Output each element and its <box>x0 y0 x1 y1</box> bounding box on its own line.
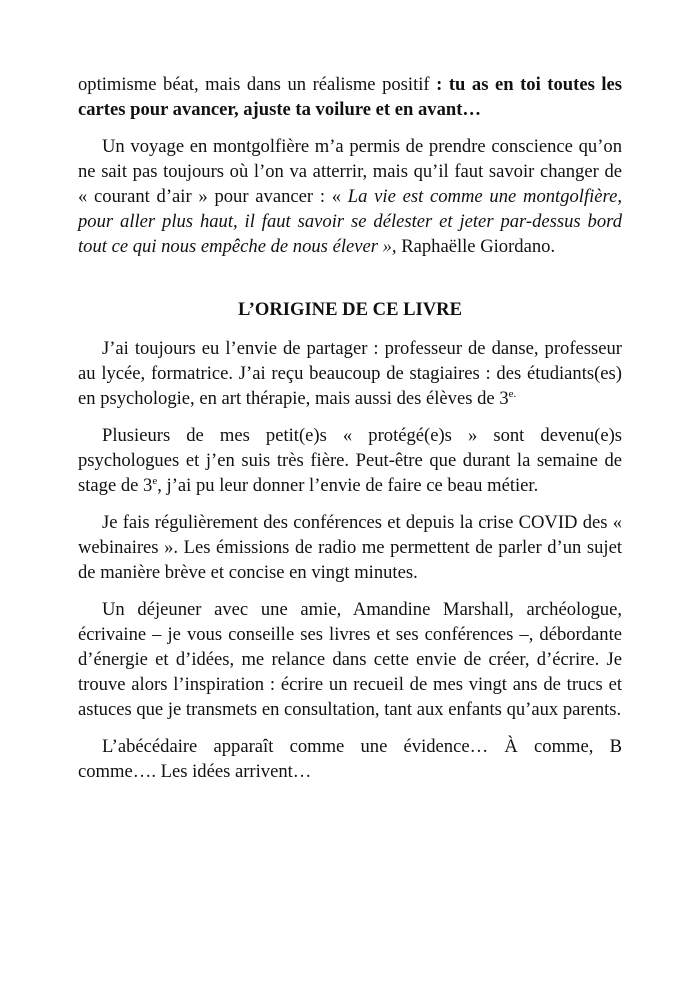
paragraph-text: Plusieurs de mes petit(e)s « protégé(e)s » sont devenu(e)s psychologues et j’en suis très fière. Peut-être que durant la semaine de stage de 3 <box>78 425 622 496</box>
quote-text: La vie est comme une montgolfière, pour aller plus haut, il faut savoir se délester et jeter par-dessus bord tout ce qui nous empêche de nous élever », <box>78 186 622 257</box>
paragraph-text: Un voyage en montgolfière m’a permis de prendre conscience qu’on ne sait pas toujours où l’on va atterrir, mais qu’il faut savoir changer de « courant d’air » pour avancer : « <box>78 136 622 207</box>
superscript: e. <box>508 387 517 400</box>
paragraph-text: , j’ai pu leur donner l’envie de faire ce beau métier. <box>157 475 539 496</box>
paragraph-text: J’ai toujours eu l’envie de partager : professeur de danse, professeur au lycée, formatrice. J’ai reçu beaucoup de stagiaires : des étudiants(es) en psychologie, en art thérapie, mais aussi des élèves de 3 <box>78 338 622 409</box>
quote-author: Raphaëlle Giordano. <box>396 236 556 257</box>
superscript: e <box>152 474 158 487</box>
section-title: L’ORIGINE DE CE LIVRE <box>237 299 463 320</box>
paragraph-dejeuner: Un déjeuner avec une amie, Amandine Marshall, archéologue, écrivaine – je vous conseille ses livres et ses conférences –, débordante d’énergie et d’idées, me relance dans cette envie de créer, d’écrire. Je trouve alors l’inspiration : écrire un recueil de mes vingt ans de trucs et astuces que je transmets en consultation, tant aux enfants qu’aux parents. <box>78 599 622 720</box>
paragraph-conferences: Je fais régulièrement des conférences et depuis la crise COVID des « webinaires ». Les émissions de radio me permettent de parler d’un sujet de manière brève et concise en vingt minutes. <box>78 512 622 583</box>
paragraph-bold-text: : tu as en toi toutes les cartes pour avancer, ajuste ta voilure et en avant… <box>78 74 622 120</box>
paragraph-partager <box>78 336 622 411</box>
document-page <box>78 72 622 796</box>
paragraph-montgolfiere <box>78 134 622 259</box>
paragraph-optimisme <box>78 72 622 122</box>
paragraph-text: optimisme béat, mais dans un réalisme positif <box>78 74 437 95</box>
paragraph-proteges <box>78 423 622 498</box>
paragraph-abecedaire: L’abécédaire apparaît comme une évidence… À comme, B comme…. Les idées arrivent… <box>78 736 622 782</box>
